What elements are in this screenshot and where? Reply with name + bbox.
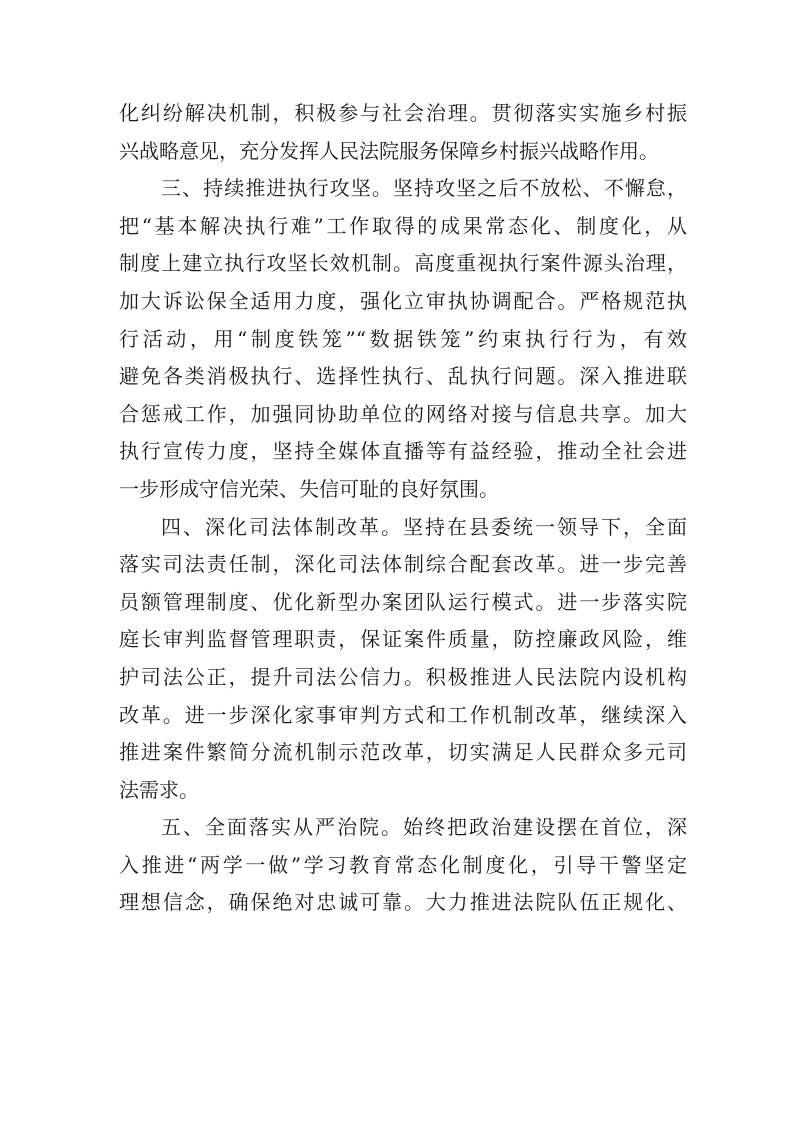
text-line: 落实司法责任制，深化司法体制综合配套改革。进一步完善	[119, 552, 687, 577]
text-line: 入推进“两学一做”学习教育常态化制度化，引导干警坚定	[119, 852, 687, 877]
text-line: 五、全面落实从严治院。始终把政治建设摆在首位，深	[161, 815, 687, 840]
paragraph-section-3	[119, 170, 687, 508]
text-line: 执行宣传力度，坚持全媒体直播等有益经验，推动全社会进	[119, 439, 687, 464]
text-line: 行活动，用“制度铁笼”“数据铁笼”约束执行行为，有效	[119, 326, 687, 351]
text-line: 一步形成守信光荣、失信可耻的良好氛围。	[119, 476, 499, 501]
text-line: 兴战略意见，充分发挥人民法院服务保障乡村振兴战略作用。	[119, 138, 659, 163]
text-line: 制度上建立执行攻坚长效机制。高度重视执行案件源头治理，	[119, 251, 687, 276]
paragraph-section-4	[119, 509, 687, 810]
text-line: 员额管理制度、优化新型办案团队运行模式。进一步落实院	[119, 589, 687, 614]
text-line: 理想信念，确保绝对忠诚可靠。大力推进法院队伍正规化、	[119, 890, 687, 915]
text-line: 改革。进一步深化家事审判方式和工作机制改革，继续深入	[119, 702, 687, 727]
text-line: 推进案件繁简分流机制示范改革，切实满足人民群众多元司	[119, 740, 687, 765]
text-line: 加大诉讼保全适用力度，强化立审执协调配合。严格规范执	[119, 288, 687, 313]
document-body	[119, 95, 687, 922]
text-line: 四、深化司法体制改革。坚持在县委统一领导下，全面	[161, 514, 687, 539]
text-line: 三、持续推进执行攻坚。坚持攻坚之后不放松、不懈怠，	[161, 176, 687, 201]
text-line: 法需求。	[119, 777, 199, 802]
text-line: 把“基本解决执行难”工作取得的成果常态化、制度化，从	[119, 213, 687, 238]
paragraph-continuation	[119, 95, 687, 170]
paragraph-section-5	[119, 809, 687, 922]
text-line: 避免各类消极执行、选择性执行、乱执行问题。深入推进联	[119, 364, 687, 389]
text-line: 庭长审判监督管理职责，保证案件质量，防控廉政风险，维	[119, 627, 687, 652]
text-line: 化纠纷解决机制，积极参与社会治理。贯彻落实实施乡村振	[119, 101, 687, 125]
text-line: 护司法公正，提升司法公信力。积极推进人民法院内设机构	[119, 664, 687, 689]
text-line: 合惩戒工作，加强同协助单位的网络对接与信息共享。加大	[119, 401, 687, 426]
